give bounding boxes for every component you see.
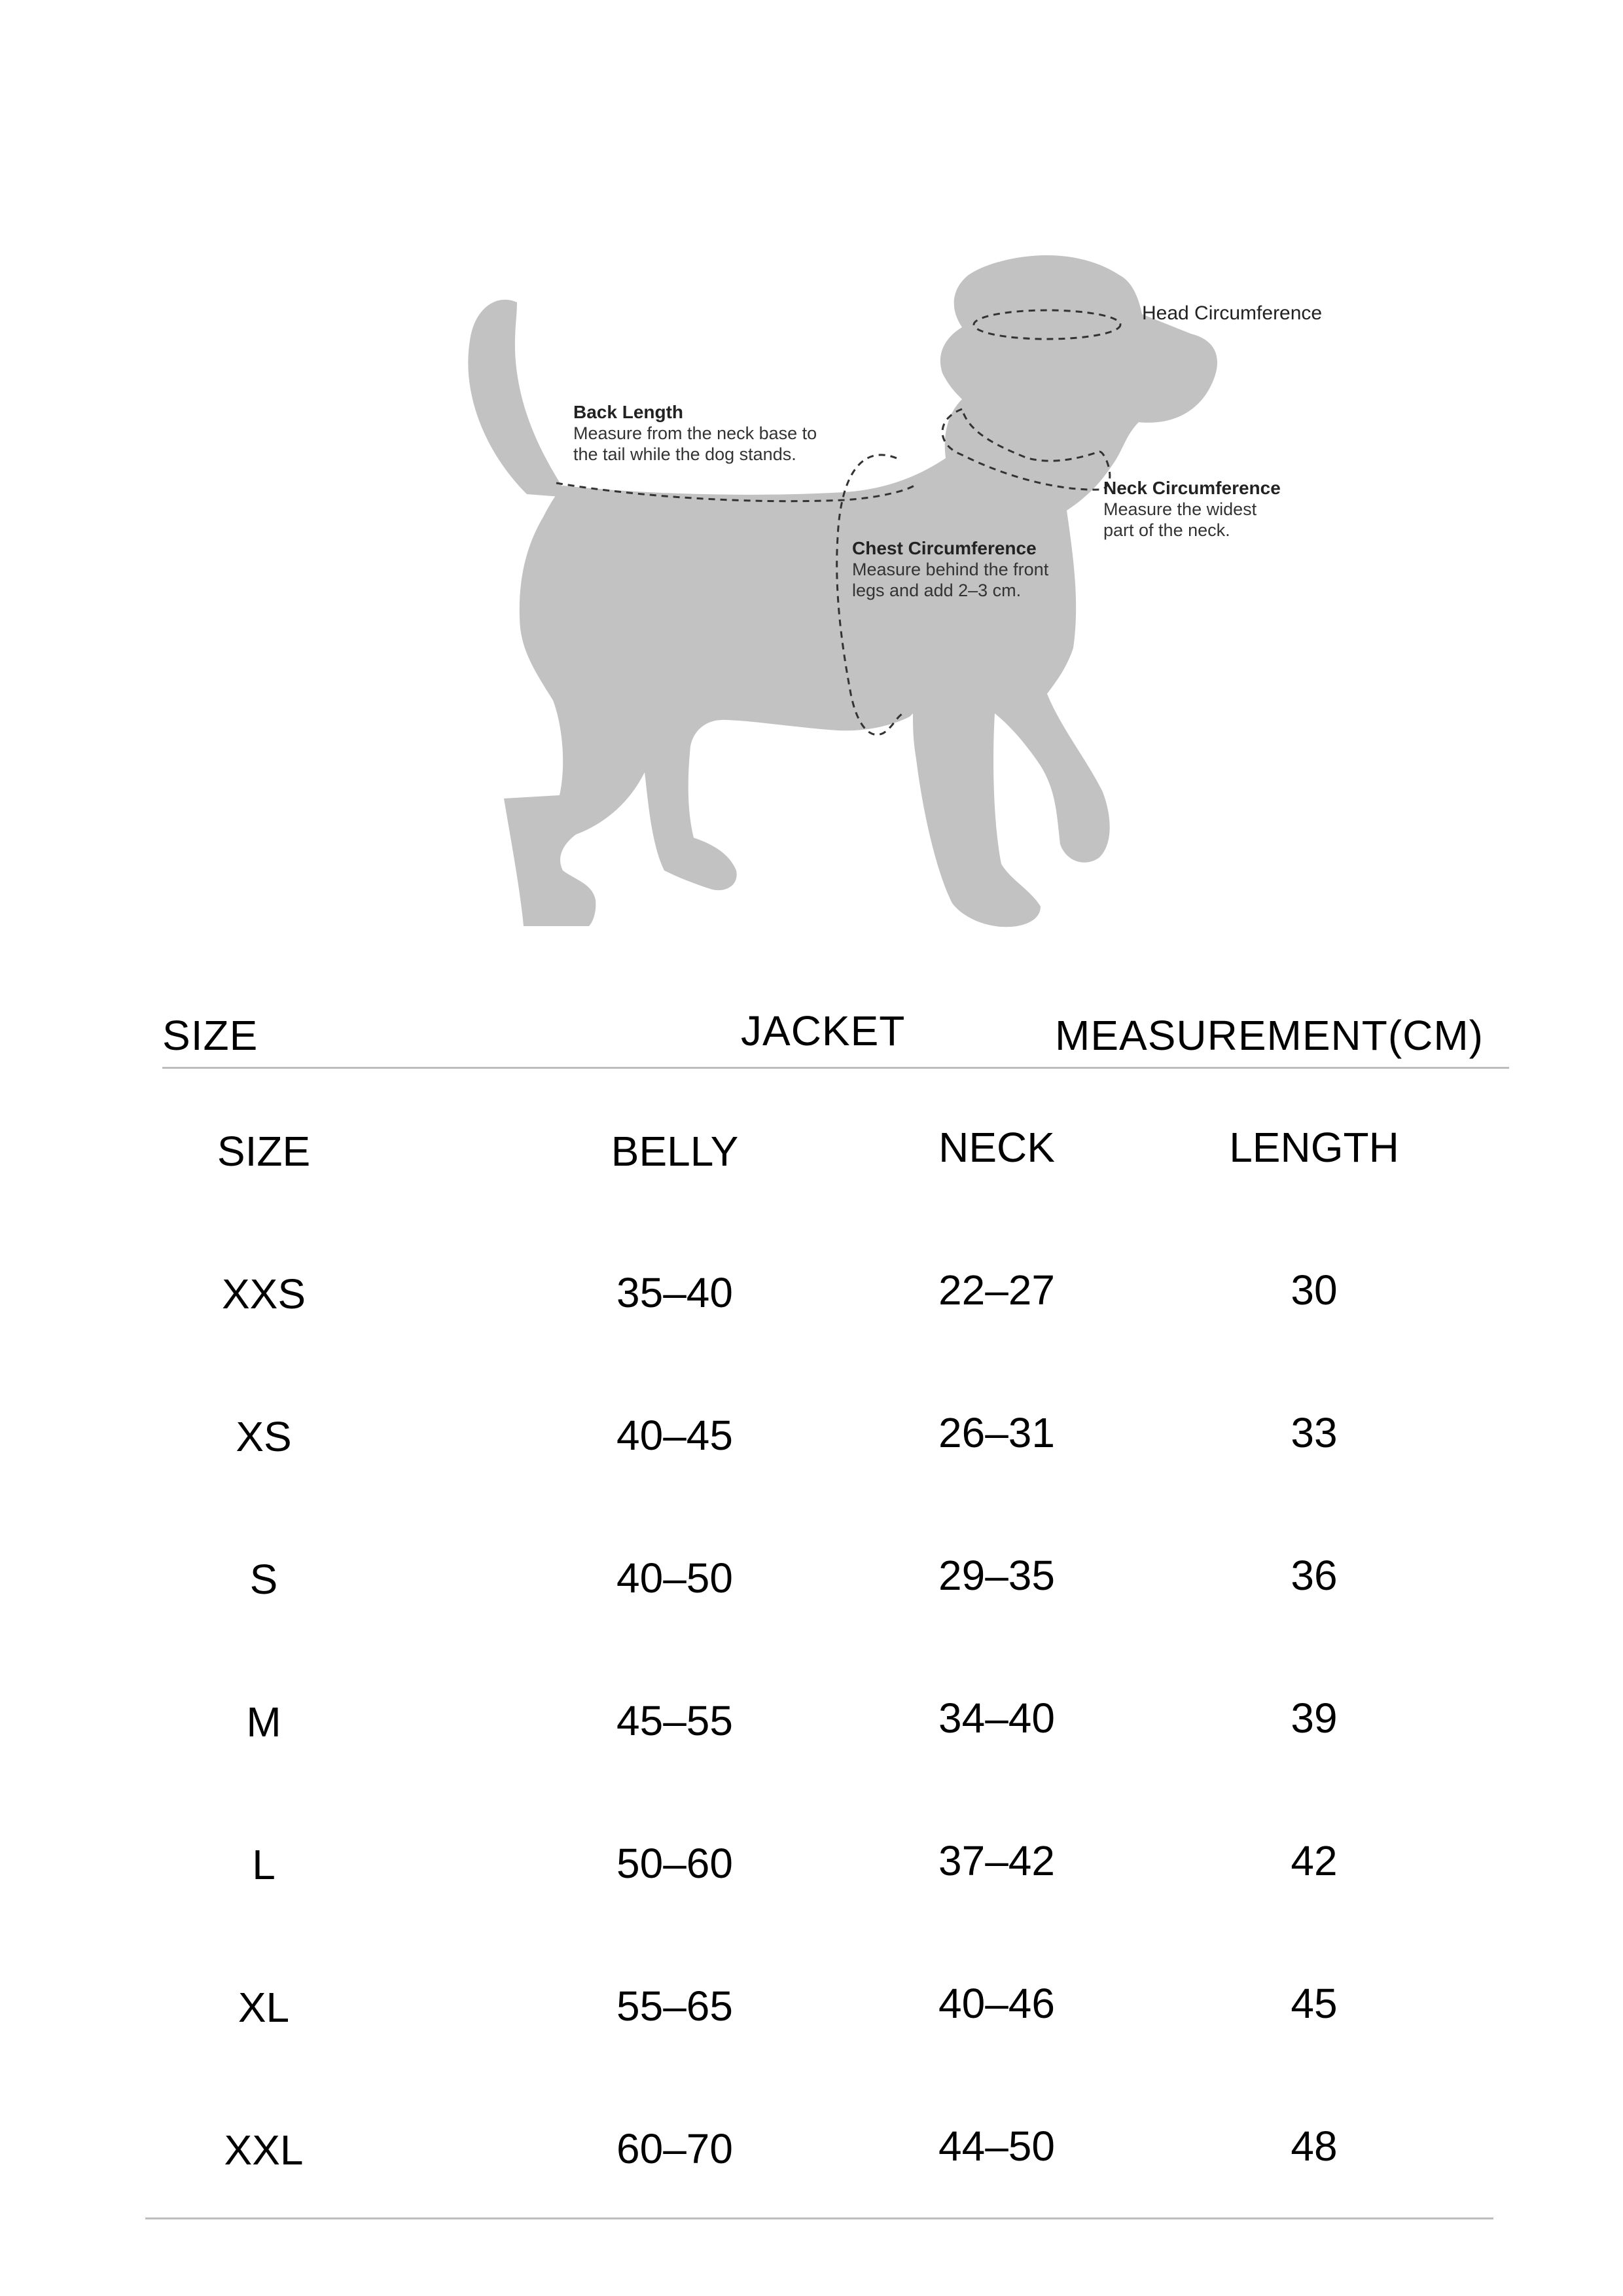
cell-neck: 26–31: [938, 1409, 1055, 1456]
table-bottom-divider: [145, 2217, 1493, 2219]
cell-size: XXL: [224, 2126, 304, 2174]
cell-length: 42: [1291, 1837, 1338, 1884]
cell-belly: 35–40: [616, 1269, 733, 1316]
cell-size: XL: [238, 1984, 290, 2031]
cell-length: 36: [1291, 1552, 1338, 1599]
back-length-desc-2: the tail while the dog stands.: [573, 444, 796, 464]
cell-size: S: [249, 1556, 278, 1603]
cell-size: M: [246, 1698, 281, 1746]
cell-size: L: [252, 1841, 276, 1888]
cell-size: XXS: [221, 1270, 306, 1318]
cell-neck: 40–46: [938, 1980, 1055, 2027]
cell-neck: 34–40: [938, 1695, 1055, 1742]
chest-circumference-annotation: [852, 538, 1048, 601]
measurement-diagram: [0, 0, 1623, 956]
cell-length: 30: [1291, 1266, 1338, 1314]
cell-length: 39: [1291, 1695, 1338, 1742]
neck-circumference-annotation: [1103, 478, 1281, 541]
neck-circumference-desc-2: part of the neck.: [1103, 520, 1230, 540]
cell-neck: 29–35: [938, 1552, 1055, 1599]
cell-belly: 40–45: [616, 1412, 733, 1459]
cell-neck: 37–42: [938, 1837, 1055, 1884]
column-header-size: SIZE: [217, 1128, 311, 1175]
cell-length: 45: [1291, 1980, 1338, 2027]
cell-length: 33: [1291, 1409, 1338, 1456]
neck-circumference-desc-1: Measure the widest: [1103, 499, 1257, 519]
chest-circumference-desc-1: Measure behind the front: [852, 560, 1049, 579]
head-circumference-label: Head Circumference: [1142, 302, 1323, 324]
header-measurement: MEASUREMENT(CM): [1055, 1012, 1484, 1059]
cell-belly: 40–50: [616, 1554, 733, 1602]
header-divider: [162, 1067, 1509, 1069]
cell-belly: 55–65: [616, 1982, 733, 2030]
cell-neck: 22–27: [938, 1266, 1055, 1314]
dog-tail: [468, 300, 569, 497]
column-header-belly: BELLY: [611, 1128, 739, 1175]
cell-belly: 45–55: [616, 1697, 733, 1744]
cell-size: XS: [236, 1413, 292, 1460]
header-jacket: JACKET: [741, 1007, 906, 1054]
column-header-neck: NECK: [938, 1124, 1055, 1171]
dog-silhouette-icon: [0, 0, 1623, 956]
neck-circumference-title: Neck Circumference: [1103, 478, 1281, 498]
cell-neck: 44–50: [938, 2123, 1055, 2170]
cell-belly: 50–60: [616, 1840, 733, 1887]
cell-belly: 60–70: [616, 2125, 733, 2172]
chest-circumference-title: Chest Circumference: [852, 538, 1037, 558]
column-header-length: LENGTH: [1229, 1124, 1399, 1171]
back-length-desc-1: Measure from the neck base to: [573, 423, 817, 443]
cell-length: 48: [1291, 2123, 1338, 2170]
chest-circumference-desc-2: legs and add 2–3 cm.: [852, 581, 1022, 600]
header-size: SIZE: [162, 1012, 259, 1059]
back-length-title: Back Length: [573, 402, 684, 422]
back-length-annotation: [573, 402, 817, 465]
